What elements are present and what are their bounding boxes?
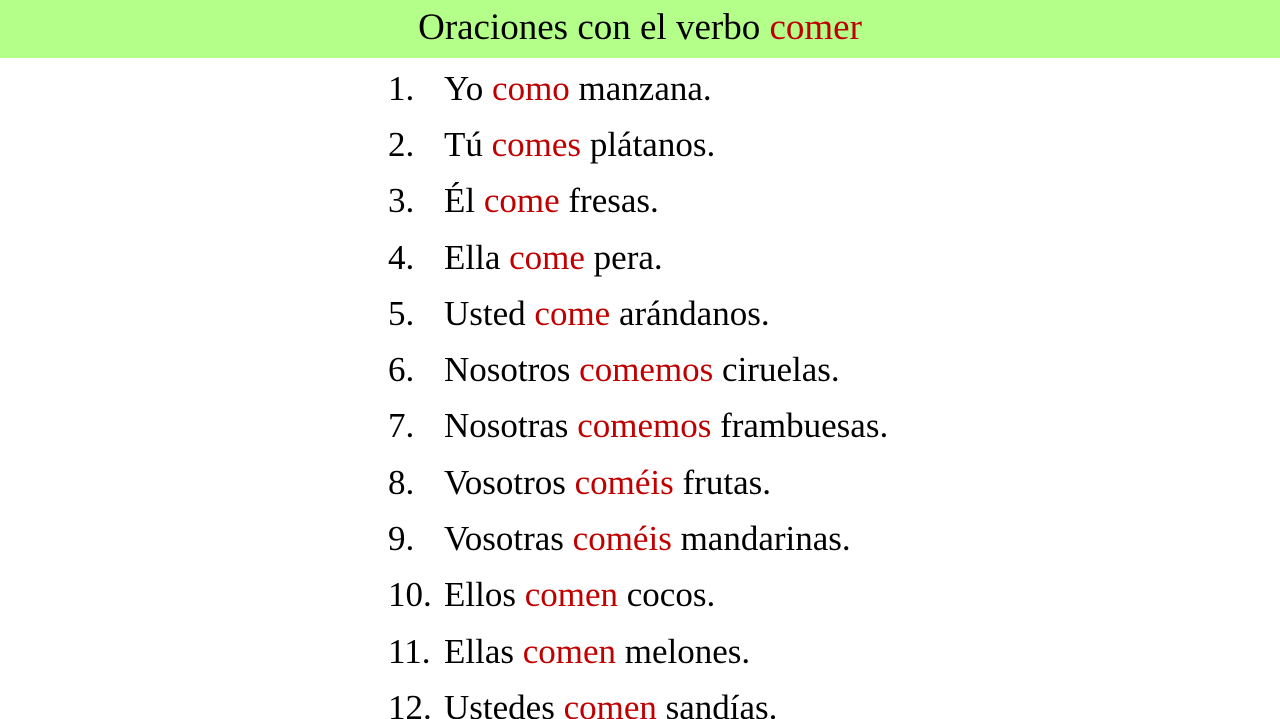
sentence-subject: Tú [444,124,483,164]
sentence-subject: Ellas [444,631,514,671]
sentence-text [444,406,889,446]
sentence-number: 5. [388,293,415,333]
sentence-list [388,60,888,719]
sentence-item [388,173,888,229]
sentence-item [388,567,888,623]
sentence-object: frutas. [682,462,771,502]
sentence-object: melones. [624,631,751,671]
sentence-number: 6. [388,350,415,390]
sentence-verb: comemos [577,406,712,446]
sentence-number: 1. [388,68,415,108]
sentence-text [444,293,770,333]
sentence-text [444,68,712,108]
sentence-verb: comen [563,687,657,719]
sentence-object: sandías. [665,687,778,719]
sentence-object: plátanos. [589,124,716,164]
sentence-verb: comemos [579,350,714,390]
sentence-verb: come [509,237,585,277]
sentence-number: 10. [388,575,432,615]
sentence-subject: Usted [444,293,526,333]
sentence-object: manzana. [578,68,712,108]
sentence-number: 7. [388,406,415,446]
sentence-text [444,181,659,221]
sentence-verb: como [492,68,570,108]
sentence-subject: Vosotras [444,519,564,559]
sentence-verb: comen [524,575,618,615]
sentence-item [388,229,888,285]
sentence-object: pera. [593,237,663,277]
sentence-subject: Vosotros [444,462,566,502]
sentence-number: 9. [388,519,415,559]
sentence-text [444,462,771,502]
sentence-object: arándanos. [618,293,770,333]
sentence-object: ciruelas. [722,350,840,390]
title-prefix: Oraciones con el verbo [418,6,761,48]
sentence-verb: come [483,181,560,221]
sentence-item [388,454,888,510]
sentence-subject: Nosotras [444,406,569,446]
sentence-subject: Nosotros [444,350,571,390]
sentence-text [444,237,663,277]
sentence-subject: Ustedes [444,687,555,719]
sentence-subject: Ella [444,237,501,277]
sentence-text [444,687,778,719]
title-banner [0,0,1280,58]
sentence-item [388,398,888,454]
sentence-text [444,631,751,671]
sentence-number: 12. [388,687,432,719]
sentence-item [388,116,888,172]
sentence-item [388,285,888,341]
sentence-text [444,350,840,390]
sentence-item [388,623,888,679]
sentence-subject: Ellos [444,575,516,615]
sentence-verb: come [534,293,611,333]
sentence-text [444,575,716,615]
sentence-number: 11. [388,631,431,671]
sentence-object: frambuesas. [720,406,889,446]
page-title [418,6,862,48]
sentence-number: 8. [388,462,415,502]
sentence-item [388,341,888,397]
sentence-object: mandarinas. [680,519,851,559]
sentence-item [388,679,888,719]
sentence-item [388,60,888,116]
sentence-text [444,124,716,164]
sentence-number: 3. [388,181,415,221]
sentence-verb: comen [522,631,617,671]
sentence-item [388,510,888,566]
sentence-subject: Yo [444,68,484,108]
sentence-number: 4. [388,237,415,277]
sentence-number: 2. [388,124,415,164]
sentence-verb: coméis [574,462,674,502]
sentence-subject: Él [444,181,476,221]
sentence-object: fresas. [568,181,659,221]
title-verb: comer [769,6,862,48]
sentence-verb: coméis [572,519,672,559]
sentence-verb: comes [491,124,582,164]
sentence-object: cocos. [626,575,716,615]
sentence-text [444,519,851,559]
